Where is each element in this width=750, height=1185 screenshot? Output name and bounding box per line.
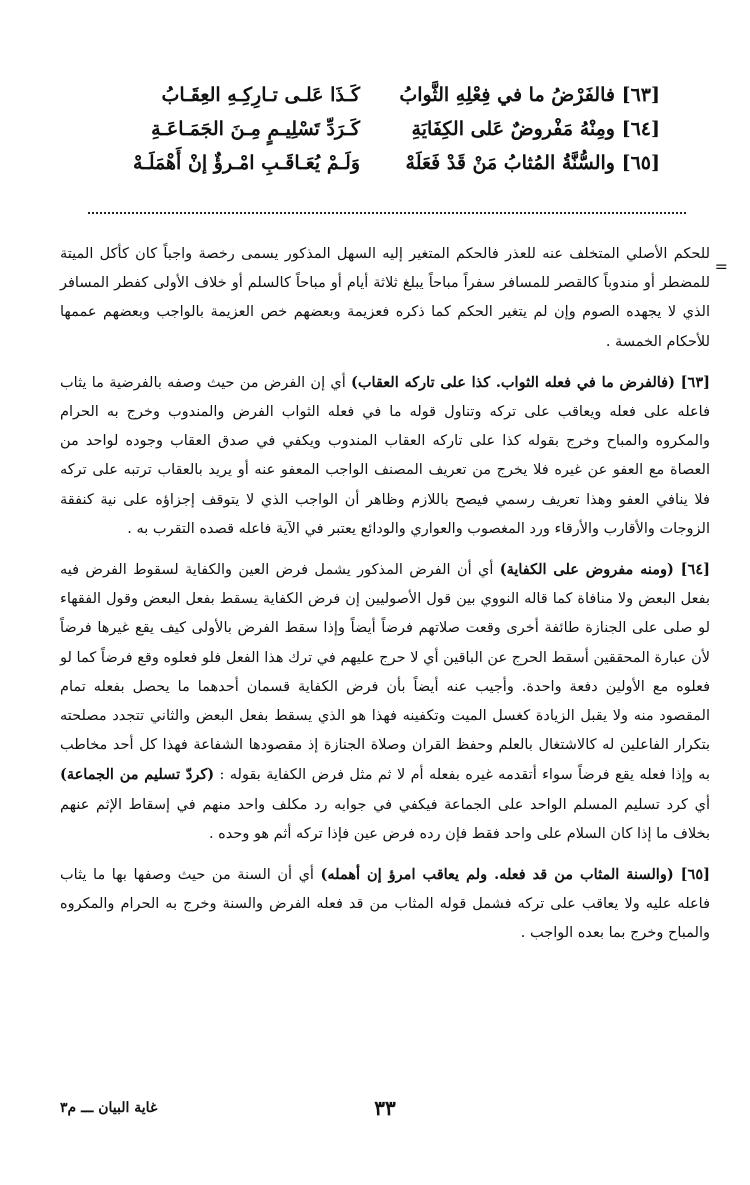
book-signature: غاية البيان ـــ م٣: [60, 1100, 158, 1116]
verse-quote-heading: [٦٤] (ومنه مفروض على الكفاية): [499, 561, 710, 579]
verse-second-hemistich: وَلَـمْ يُعَـاقَـبِ امْـرؤٌ إنْ أَهْمَلَـهْ: [133, 152, 360, 174]
verse-quote-inline: (كردّ تسليم من الجماعة): [60, 766, 215, 784]
verse-first-hemistich: [٦٣] فالفَرْضُ ما في فِعْلِهِ الثَّوابُ: [399, 84, 660, 106]
poem-verses: [100, 78, 660, 180]
verse-quote-heading: [٦٣] (فالفرض ما في فعله الثواب. كذا على تاركه العقاب): [351, 373, 710, 391]
commentary-text: [60, 240, 728, 960]
paragraph-text: أي كرد تسليم المسلم الواحد على الجماعة فيكفي في جوابه رد مكلف واحد منهم في إسقاط الإثم عنهم بخلاف ما إذا كان السلام على واحد فقط فإن رده فرض عين فإذا تركه أثم هو وحده .: [60, 796, 710, 842]
paragraph-text: أي أن الفرض المذكور يشمل فرض العين والكفاية لسقوط الفرض فيه بفعل البعض ولا منافاة كما قاله النووي بين قول الأصوليين إن فرض الكفاية يسقط بفعل البعض وقول الفقهاء لو صلى على الجنازة طائفة أخرى وقعت صلاتهم فرضاً أيضاً وإذا سقط الفرض بالأولى كيف يقع غيرها فرضاً لأن عبارة المحققين أسقط الحرج عن الباقين أي لا حرج عليهم في ترك هذا الفعل فلو فعلوه وقع فرضاً كما لو فعلوه مع الأولين دفعة واحدة. وأجيب عنه أيضاً بأن فرض الكفاية قسمان أحدهما ما يحصل بفعله تمام المقصود منه ولا يقبل الزيادة كغسل الميت وتكفينه فهذا هو الذي يسقط بفعل البعض والثاني تتجدد مصلحته بتكرار الفاعلين له كالاشتغال بالعلم وحفظ القران وصلاة الجنازة إذ مقصودها الشفاعة فهذا كل أحد مخاطب به وإذا فعله يقع فرضاً سواء أتقدمه غيره بفعله أم لا ثم مثل فرض الكفاية بقوله :: [60, 562, 710, 784]
continuation-marker: =: [714, 257, 728, 276]
verse-row: [100, 112, 660, 146]
paragraph-text: أي إن الفرض من حيث وصفه بالفرضية ما يثاب فاعله على فعله ويعاقب على تركه وتناول قوله ما في فعله الثواب الفرض والمندوب وخرج به الحرام والمكروه والمباح وخرج بقوله كذا على تاركه العقاب المندوب ويكفي في صدق العقاب وجوده لواحد من العصاة مع العفو عن غيره فلا يخرج من تعريف المصنف الواجب المعفو عنه أو يريد بالعقاب ترتبه على تركه فلا ينافي العفو وهذا تعريف رسمي فيصح باللازم وظاهر أن الواجب الذي لا يتوقف إجزاؤه على نية كنفقة الزوجات والأقارب والأرقاء ورد المغصوب والعواري والودائع يعتبر في الآية فاعله قصده التقرب به .: [60, 374, 710, 537]
verse-first-hemistich: [٦٤] ومِنْهُ مَفْروضٌ عَلى الكِفَايَةِ: [411, 118, 660, 140]
page-number: ٣٣: [374, 1096, 396, 1120]
verse-second-hemistich: كَـذَا عَلـى تـارِكِـهِ العِقَـابُ: [161, 84, 360, 106]
commentary-paragraph: [60, 240, 728, 357]
commentary-paragraph: [60, 555, 710, 849]
verse-quote-heading: [٦٥] (والسنة المثاب من قد فعله. ولم يعاقب امرؤ إن أهمله): [320, 866, 710, 884]
paragraph-text: أي أن السنة من حيث وصفها بها ما يثاب فاعله عليه ولا يعاقب على تركه فشمل قوله المثاب من قد فعله الفرض والسنة وخرج به الحرام والمكروه والمباح وخرج بما بعده الواجب .: [60, 867, 710, 942]
paragraph-text: للحكم الأصلي المتخلف عنه للعذر فالحكم المتغير إليه السهل المذكور يسمى رخصة واجباً كان كأكل الميتة للمضطر أو مندوباً كالقصر للمسافر سفراً مباحاً يبلغ ثلاثة أيام أو مباحاً كالسلم أو خلاف الأولى كفطر المسافر الذي لا يجهده الصوم وإن لم يتغير الحكم كما ذكره فعزيمة وبعضهم خص العزيمة بالواجب وبعضهم عممها للأحكام الخمسة .: [60, 246, 710, 350]
verse-second-hemistich: كَـرَدِّ تَسْلِيـمٍ مِـنَ الجَمَـاعَـةِ: [151, 118, 360, 140]
verse-row: [100, 146, 660, 180]
commentary-paragraph: [60, 860, 710, 949]
commentary-paragraph: [60, 368, 710, 544]
verse-first-hemistich: [٦٥] والسُّنَّةُ المُثابُ مَنْ قَدْ فَعَلَهْ: [405, 152, 660, 174]
dotted-divider: [88, 212, 686, 214]
page-footer: [60, 1096, 710, 1126]
verse-row: [100, 78, 660, 112]
